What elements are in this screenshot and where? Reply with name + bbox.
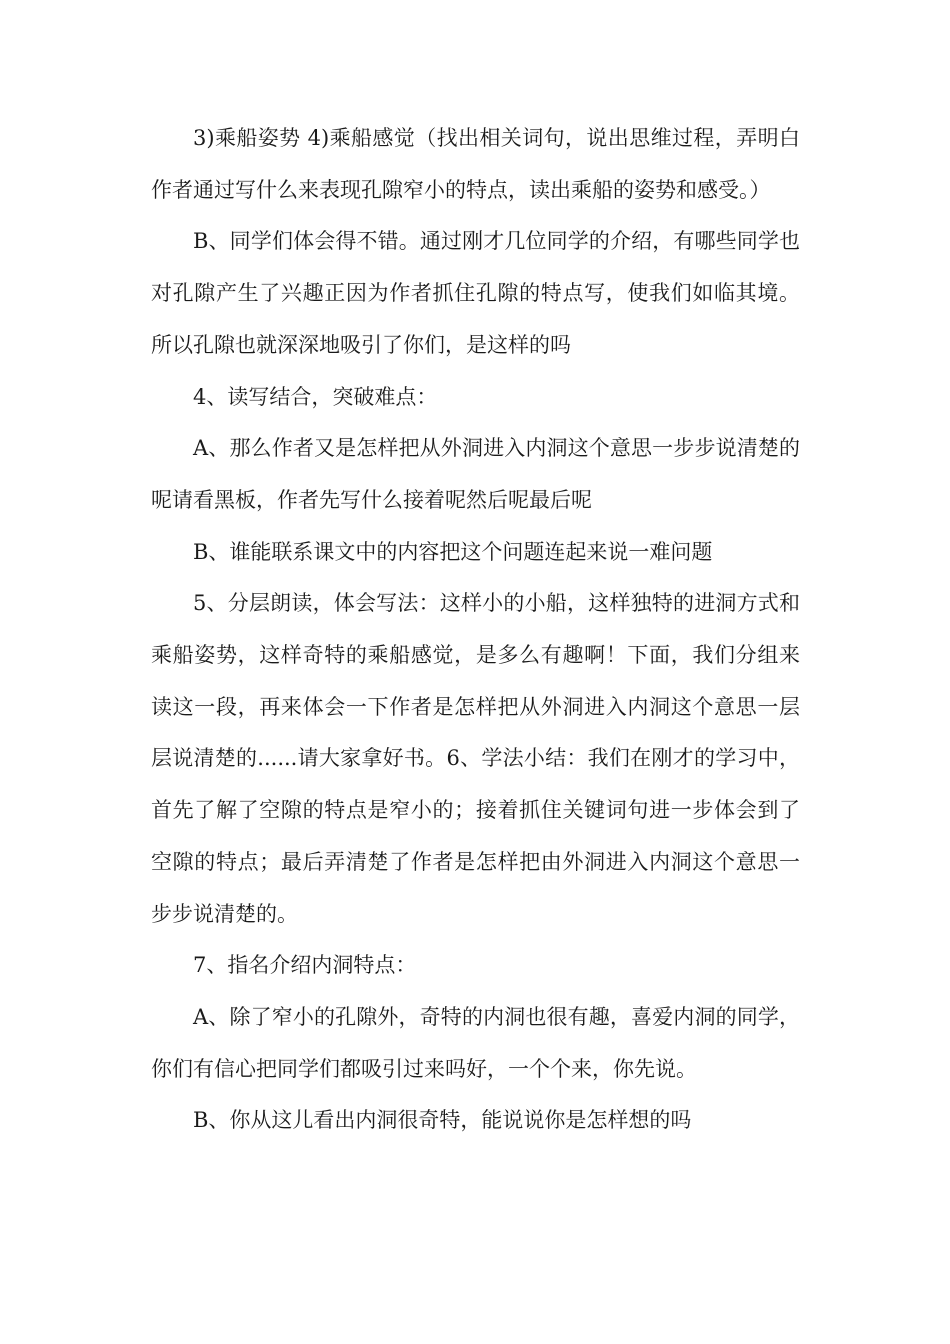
paragraph-inner-cave-intro: A、除了窄小的孔隙外，奇特的内洞也很有趣，喜爱内洞的同学，你们有信心把同学们都吸引过来吗好，一个个来，你先说。 <box>151 1004 800 1081</box>
paragraph-connect-content: B、谁能联系课文中的内容把这个问题连起来说一难问题 <box>193 539 713 564</box>
document-page <box>151 113 800 1147</box>
paragraph-blackboard-question: A、那么作者又是怎样把从外洞进入内洞这个意思一步步说清楚的呢请看黑板，作者先写什么接着呢然后呢最后呢 <box>151 436 800 512</box>
paragraph-heading-inner-cave: 7、指名介绍内洞特点： <box>193 953 417 978</box>
paragraph-students-interest: B、同学们体会得不错。通过刚才几位同学的介绍，有哪些同学也对孔隙产生了兴趣正因为作者抓住孔隙的特点写，使我们如临其境。所以孔隙也就深深地吸引了你们，是这样的吗 <box>151 229 800 357</box>
paragraph-heading-read-write: 4、读写结合，突破难点： <box>193 384 438 409</box>
paragraph-layered-reading: 5、分层朗读，体会写法：这样小的小船，这样独特的进洞方式和乘船姿势，这样奇特的乘船感觉，是多么有趣啊！下面，我们分组来读这一段，再来体会一下作者是怎样把从外洞进入内洞这个意思一层层说清楚的......请大家拿好书。6、学法小结：我们在刚才的学习中，首先了解了空隙的特点是窄小的；接着抓住关键词句进一步体会到了空隙的特点；最后弄清楚了作者是怎样把由外洞进入内洞这个意思一步步说清楚的。 <box>151 591 800 926</box>
paragraph-posture-feeling: 3)乘船姿势 4)乘船感觉（找出相关词句，说出思维过程，弄明白作者通过写什么来表现孔隙窄小的特点，读出乘船的姿势和感受。） <box>151 126 800 202</box>
paragraph-inner-cave-question: B、你从这儿看出内洞很奇特，能说说你是怎样想的吗 <box>193 1108 692 1133</box>
